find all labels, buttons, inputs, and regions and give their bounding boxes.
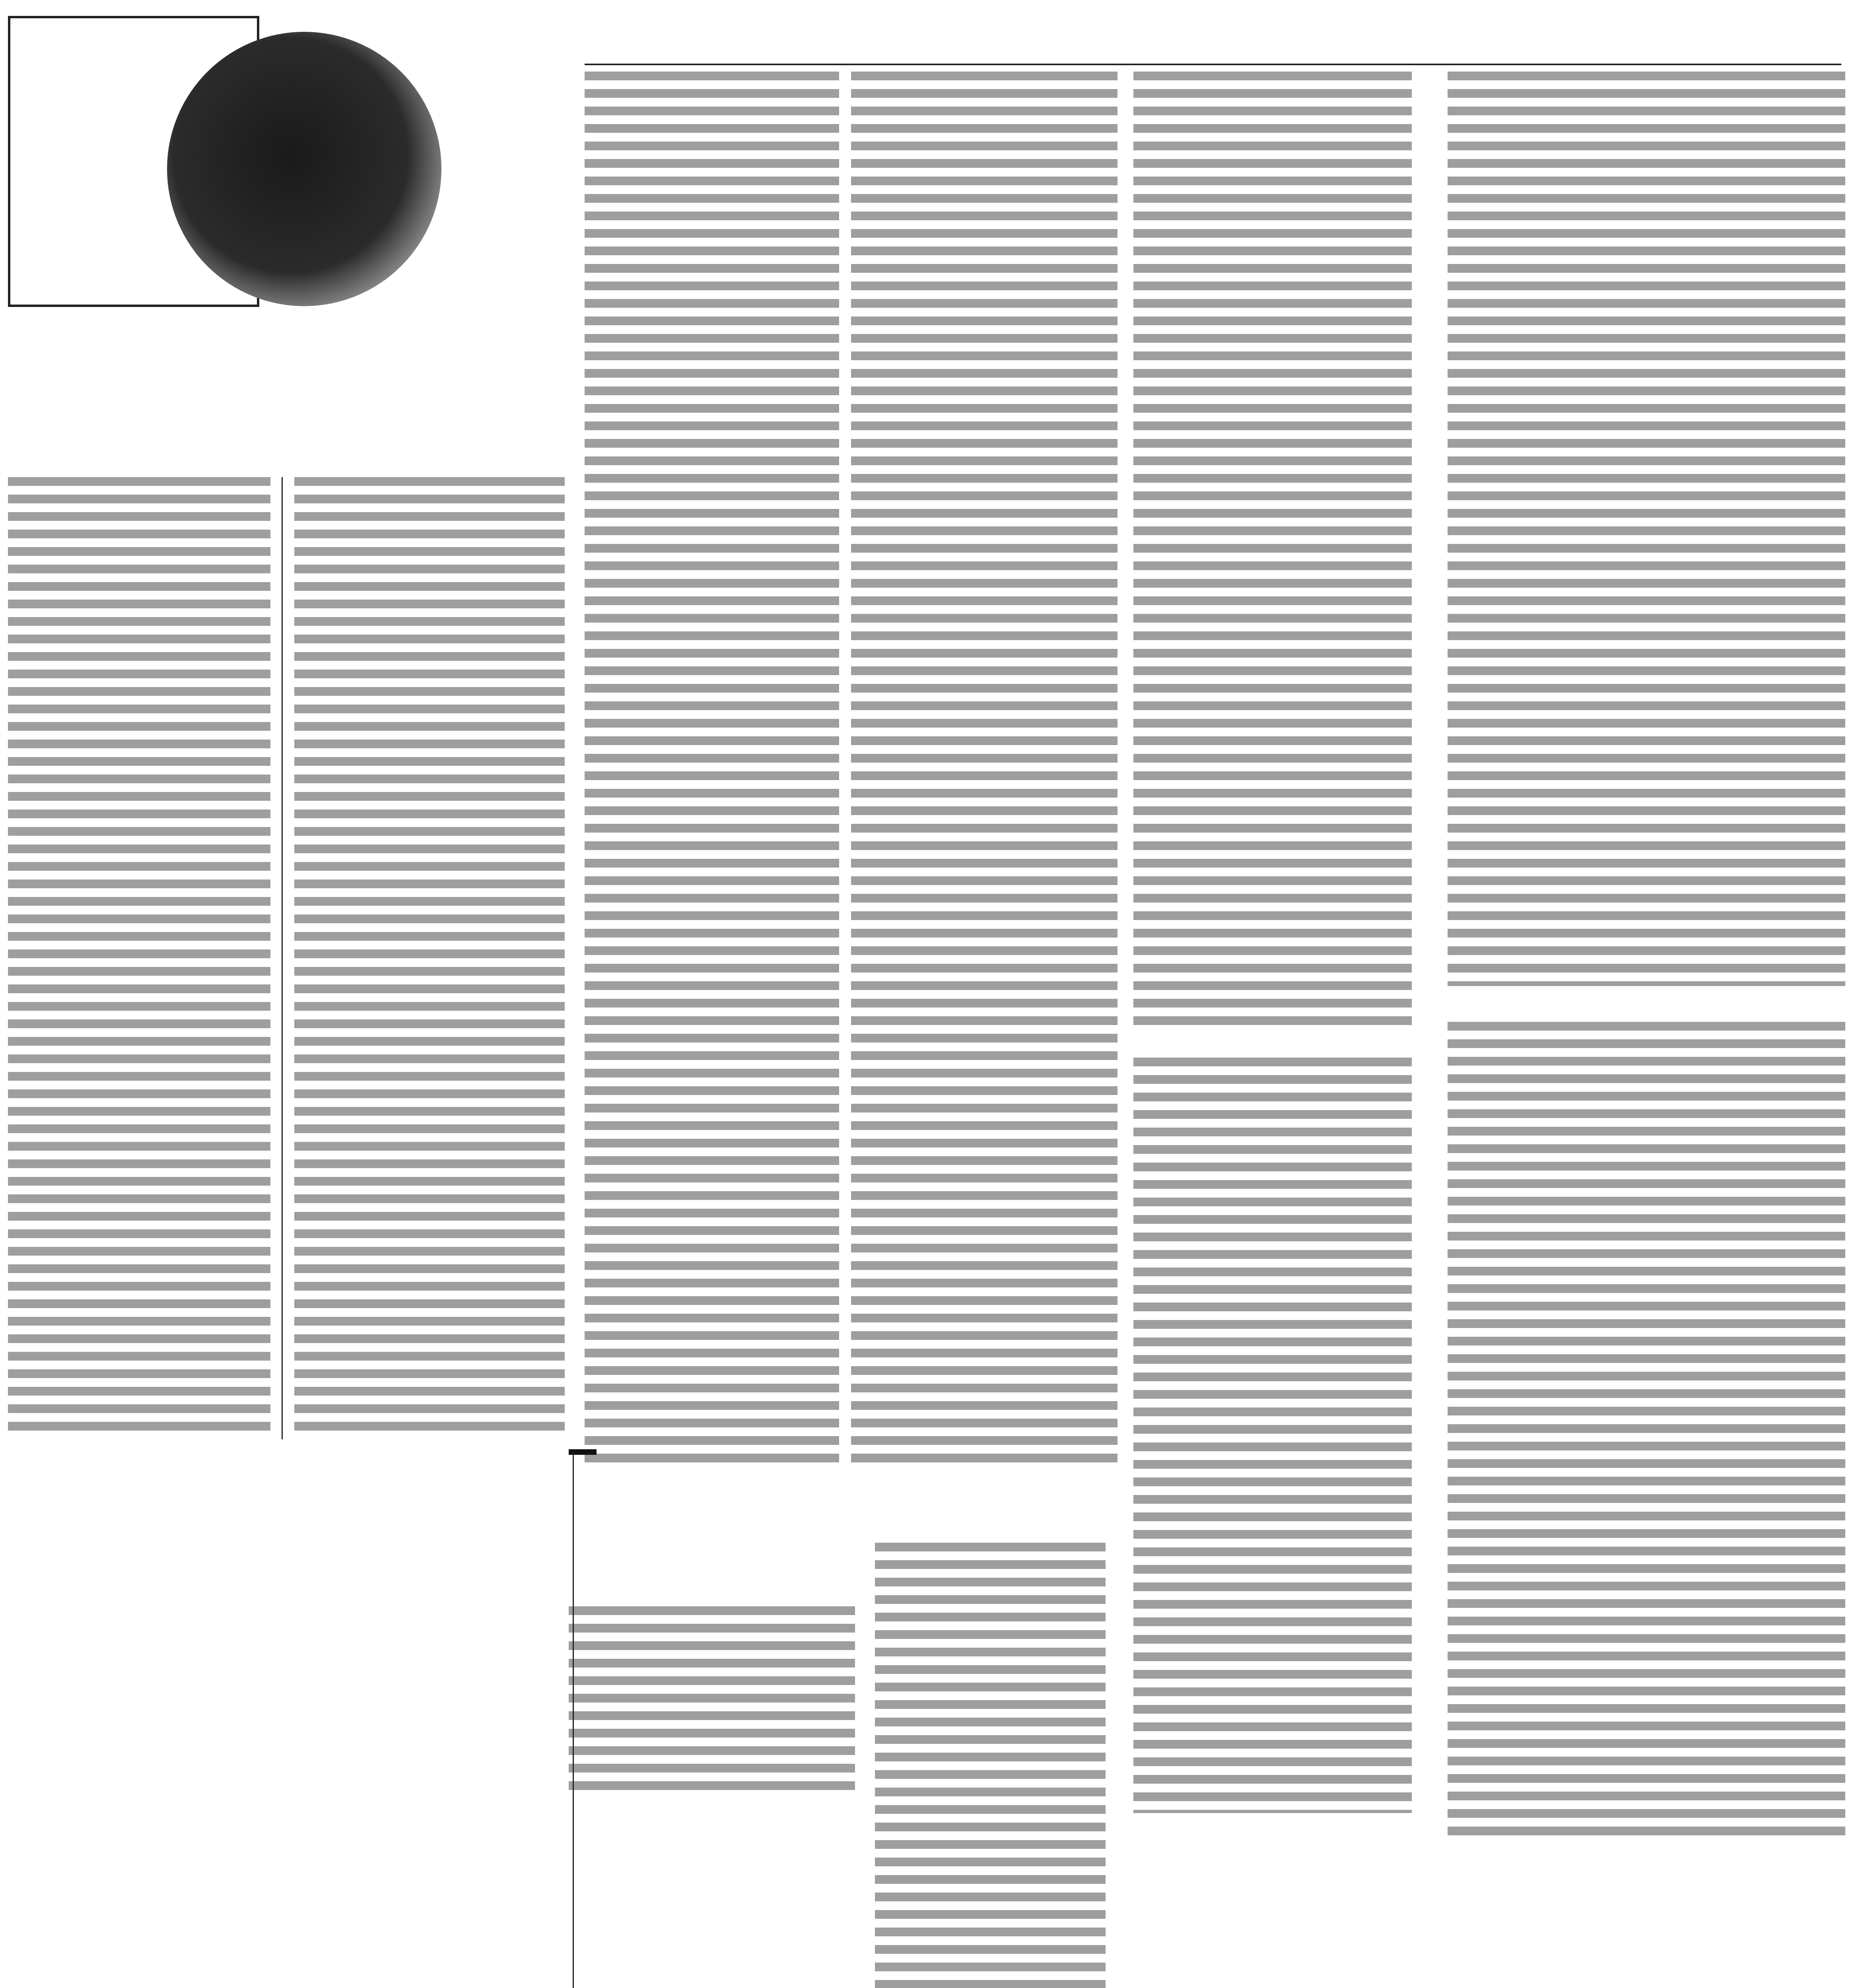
left-story-divider — [282, 477, 283, 1439]
page-divider — [573, 1451, 574, 1988]
mira-story-intro — [569, 1606, 855, 1797]
aveiro-story-column-2 — [851, 72, 1118, 1463]
aveiro-story-column-3b — [1133, 1058, 1412, 1813]
candidate-portrait — [167, 32, 441, 306]
aveiro-story-banner-rule — [585, 64, 1841, 65]
aveiro-story-column-4 — [1448, 72, 1845, 986]
left-story-column-1 — [8, 477, 270, 1439]
aveiro-story-column-4b — [1448, 1022, 1845, 1837]
left-story-column-2 — [294, 477, 565, 1439]
mira-story-column-1 — [875, 1543, 1106, 1988]
aveiro-story-column-1 — [585, 72, 839, 1463]
aveiro-story-column-3 — [1133, 72, 1412, 1034]
